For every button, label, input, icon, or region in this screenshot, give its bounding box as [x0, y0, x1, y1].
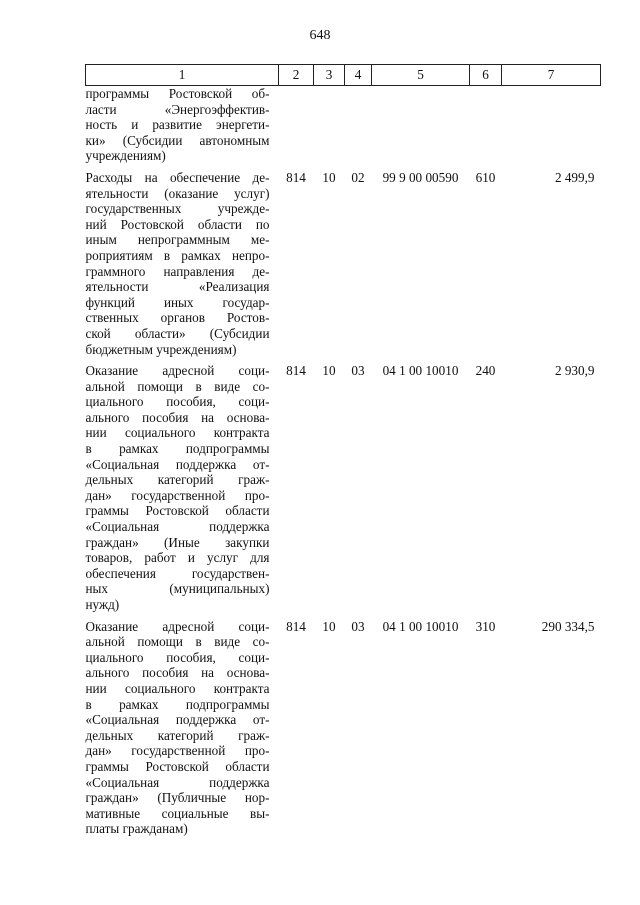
page-number: 648	[309, 28, 331, 43]
description-line: государственных учрежде-	[85, 201, 270, 217]
description-line: программы Ростовской об-	[85, 86, 270, 101]
description-line: Оказание адресной соци-	[85, 363, 270, 379]
description-line: дельных категорий граж-	[85, 727, 270, 743]
section-code: 10	[322, 618, 336, 634]
description-line: Оказание адресной соци-	[85, 618, 270, 634]
description-line: ственных органов Ростов-	[85, 310, 270, 326]
table-row	[86, 86, 601, 170]
budget-table	[85, 64, 601, 843]
description-line: мативные социальные вы-	[85, 805, 270, 821]
description-line: «Социальная поддержка от-	[85, 712, 270, 728]
header-col-1: 1	[86, 65, 279, 86]
row-description	[86, 86, 279, 170]
description-line: альной помощи в виде со-	[85, 378, 270, 394]
table-header-row	[86, 65, 601, 86]
amount: 2 499,9	[554, 169, 595, 185]
description-line: дельных категорий граж-	[85, 472, 270, 488]
target-article-code: 04 1 00 10010	[382, 363, 459, 379]
description-line: в рамках подпрограммы	[85, 696, 270, 712]
description-line: товаров, работ и услуг для	[85, 550, 270, 566]
amount: 2 930,9	[554, 363, 595, 379]
target-article-code: 04 1 00 10010	[382, 618, 459, 634]
subsection-code: 03	[351, 618, 365, 634]
subsection-code: 02	[351, 169, 365, 185]
description-line: ятельности (оказание услуг)	[85, 185, 270, 201]
description-line: «Социальная поддержка	[85, 519, 270, 535]
table-row	[86, 170, 601, 363]
description-line: Расходы на обеспечение де-	[85, 169, 270, 185]
description-line: учреждениям)	[85, 148, 166, 164]
section-code: 10	[322, 363, 336, 379]
description-line: ального пособия на основа-	[85, 665, 270, 681]
description-line: граммы Ростовской области	[85, 758, 270, 774]
row-description	[86, 363, 279, 619]
description-line: циального пособия, соци-	[85, 394, 270, 410]
description-line: альной помощи в виде со-	[85, 634, 270, 650]
expense-type-code: 240	[475, 363, 496, 379]
description-line: граммного направления де-	[85, 263, 270, 279]
ministry-code: 814	[286, 169, 306, 185]
description-line: ятельности «Реализация	[85, 279, 270, 295]
ministry-code: 814	[286, 363, 306, 379]
expense-type-code	[470, 86, 502, 170]
expense-type-code: 310	[475, 618, 496, 634]
description-line: обеспечения государствен-	[85, 565, 270, 581]
description-line: нии социального контракта	[85, 680, 270, 696]
description-line: ласти «Энергоэффектив-	[85, 101, 270, 117]
subsection-code	[345, 86, 372, 170]
description-line: дан» государственной про-	[85, 487, 270, 503]
description-line: «Социальная поддержка	[85, 774, 270, 790]
description-line: граждан» (Иные закупки	[85, 534, 270, 550]
description-line: роприятиям в рамках непро-	[85, 247, 270, 263]
description-line: граждан» (Публичные нор-	[85, 790, 270, 806]
description-line: ний Ростовской области по	[85, 216, 270, 232]
table-row	[86, 619, 601, 843]
description-line: платы гражданам)	[85, 821, 188, 837]
subsection-code: 03	[351, 363, 365, 379]
ministry-code	[279, 86, 314, 170]
amount: 290 334,5	[541, 618, 595, 634]
description-line: бюджетным учреждениям)	[85, 341, 237, 357]
description-line: иным непрограммным ме-	[85, 232, 270, 248]
description-line: циального пособия, соци-	[85, 649, 270, 665]
description-line: ки» (Субсидии автономным	[85, 132, 270, 148]
header-col-4: 4	[345, 65, 372, 86]
description-line: в рамках подпрограммы	[85, 441, 270, 457]
header-col-2: 2	[279, 65, 314, 86]
header-col-6: 6	[470, 65, 502, 86]
header-col-5: 5	[372, 65, 470, 86]
description-line: функций иных государ-	[85, 294, 270, 310]
description-line: «Социальная поддержка от-	[85, 456, 270, 472]
description-line: ской области» (Субсидии	[85, 325, 270, 341]
ministry-code: 814	[286, 618, 306, 634]
description-line: нии социального контракта	[85, 425, 270, 441]
description-line: дан» государственной про-	[85, 743, 270, 759]
header-col-3: 3	[314, 65, 345, 86]
description-line: ных (муниципальных)	[85, 581, 270, 597]
section-code	[314, 86, 345, 170]
target-article-code: 99 9 00 00590	[382, 169, 459, 185]
description-line: ального пособия на основа-	[85, 409, 270, 425]
amount	[502, 86, 601, 170]
header-col-7: 7	[502, 65, 601, 86]
row-description	[86, 619, 279, 843]
table-body	[86, 86, 601, 843]
row-description	[86, 170, 279, 363]
description-line: нужд)	[85, 597, 120, 612]
target-article-code	[372, 86, 470, 170]
expense-type-code: 610	[475, 169, 496, 185]
section-code: 10	[322, 169, 336, 185]
table-row	[86, 363, 601, 619]
description-line: граммы Ростовской области	[85, 503, 270, 519]
description-line: ность и развитие энергети-	[85, 117, 270, 133]
